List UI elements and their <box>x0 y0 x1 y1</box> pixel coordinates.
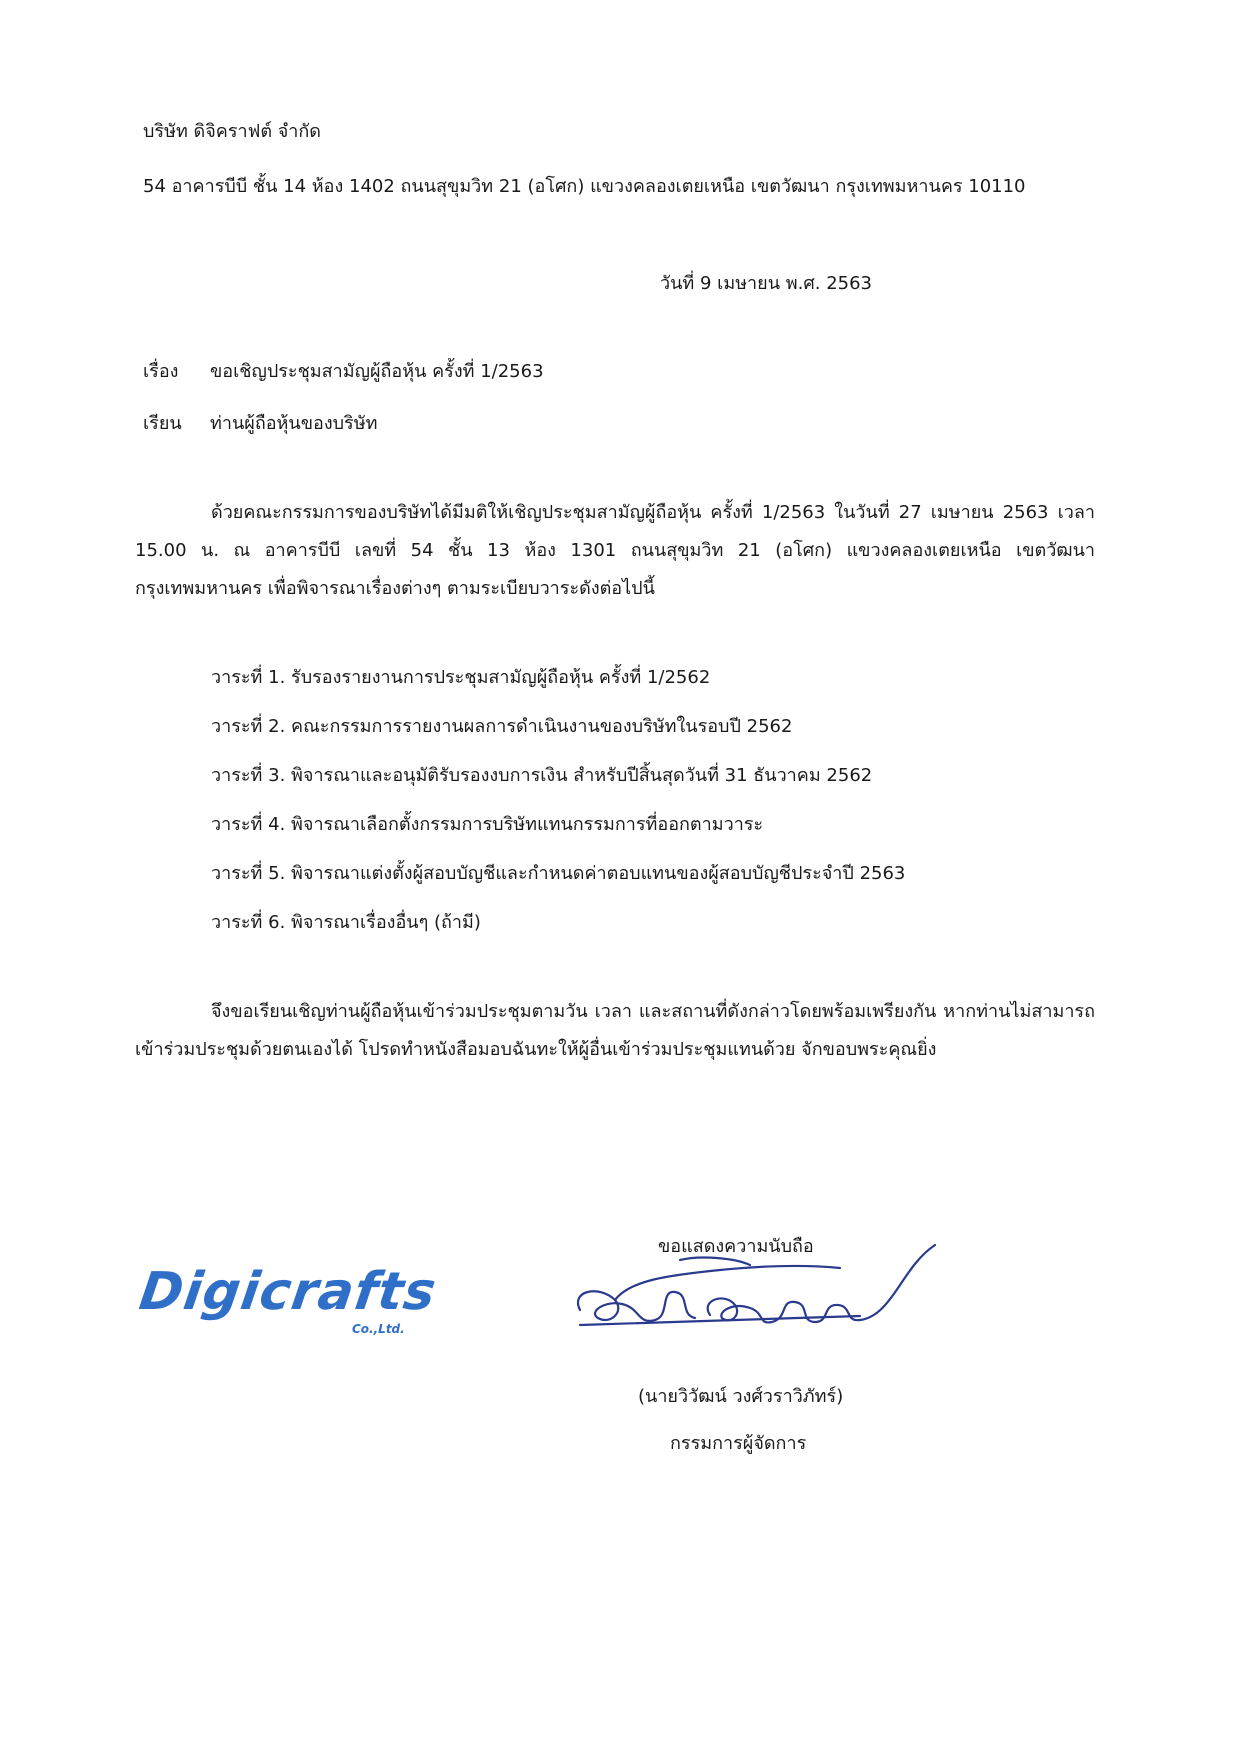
agenda-item: วาระที่ 3. พิจารณาและอนุมัติรับรองงบการเงิน สำหรับปีสิ้นสุดวันที่ 31 ธันวาคม 2562 <box>211 765 873 786</box>
handwritten-signature <box>560 1230 960 1350</box>
agenda-item: วาระที่ 6. พิจารณาเรื่องอื่นๆ (ถ้ามี) <box>211 912 481 933</box>
intro-paragraph <box>135 494 1095 608</box>
letter-date: วันที่ 9 เมษายน พ.ศ. 2563 <box>660 273 873 294</box>
agenda-list <box>211 664 905 958</box>
intro-text: ด้วยคณะกรรมการของบริษัทได้มีมติให้เชิญประชุมสามัญผู้ถือหุ้น ครั้งที่ 1/2563 ในวันที่ 27 เมษายน 2563 เวลา 15.00 น. ณ อาคารบีบี เลขที่ 54 ชั้น 13 ห้อง 1301 ถนนสุขุมวิท 21 (อโศก) แขวงคลองเตยเหนือ เขตวัฒนา กรุงเทพมหานคร เพื่อพิจารณาเรื่องต่างๆ ตามระเบียบวาระดังต่อไปนี้ <box>135 502 1095 599</box>
agenda-item: วาระที่ 2. คณะกรรมการรายงานผลการดำเนินงานของบริษัทในรอบปี 2562 <box>211 716 793 737</box>
agenda-item: วาระที่ 4. พิจารณาเลือกตั้งกรรมการบริษัทแทนกรรมการที่ออกตามวาระ <box>211 814 764 835</box>
signature-closing: ขอแสดงความนับถือ <box>658 1236 814 1257</box>
subject-label: เรื่อง <box>143 361 179 382</box>
agenda-item: วาระที่ 1. รับรองรายงานการประชุมสามัญผู้ถือหุ้น ครั้งที่ 1/2562 <box>211 667 711 688</box>
logo-wordmark: Digicrafts <box>135 1262 441 1322</box>
company-name: บริษัท ดิจิคราฟต์ จำกัด <box>143 121 321 142</box>
recipient-text: ท่านผู้ถือหุ้นของบริษัท <box>210 413 378 434</box>
company-logo <box>135 1262 441 1342</box>
agenda-item: วาระที่ 5. พิจารณาแต่งตั้งผู้สอบบัญชีและกำหนดค่าตอบแทนของผู้สอบบัญชีประจำปี 2563 <box>211 863 906 884</box>
signer-title: กรรมการผู้จัดการ <box>670 1433 807 1454</box>
recipient-label: เรียน <box>143 413 182 434</box>
closing-paragraph <box>135 993 1095 1069</box>
closing-text: จึงขอเรียนเชิญท่านผู้ถือหุ้นเข้าร่วมประชุมตามวัน เวลา และสถานที่ดังกล่าวโดยพร้อมเพรียงกัน หากท่านไม่สามารถเข้าร่วมประชุมด้วยตนเองได้ โปรดทำหนังสือมอบฉันทะให้ผู้อื่นเข้าร่วมประชุมแทนด้วย จักขอบพระคุณยิ่ง <box>135 1001 1095 1060</box>
logo-suffix: Co.,Ltd. <box>352 1322 405 1336</box>
subject-text: ขอเชิญประชุมสามัญผู้ถือหุ้น ครั้งที่ 1/2563 <box>210 361 544 382</box>
company-address: 54 อาคารบีบี ชั้น 14 ห้อง 1402 ถนนสุขุมวิท 21 (อโศก) แขวงคลองเตยเหนือ เขตวัฒนา กรุงเทพมหานคร 10110 <box>143 176 1026 197</box>
signer-name: (นายวิวัฒน์ วงศ์วราวิภัทร์) <box>638 1386 844 1407</box>
